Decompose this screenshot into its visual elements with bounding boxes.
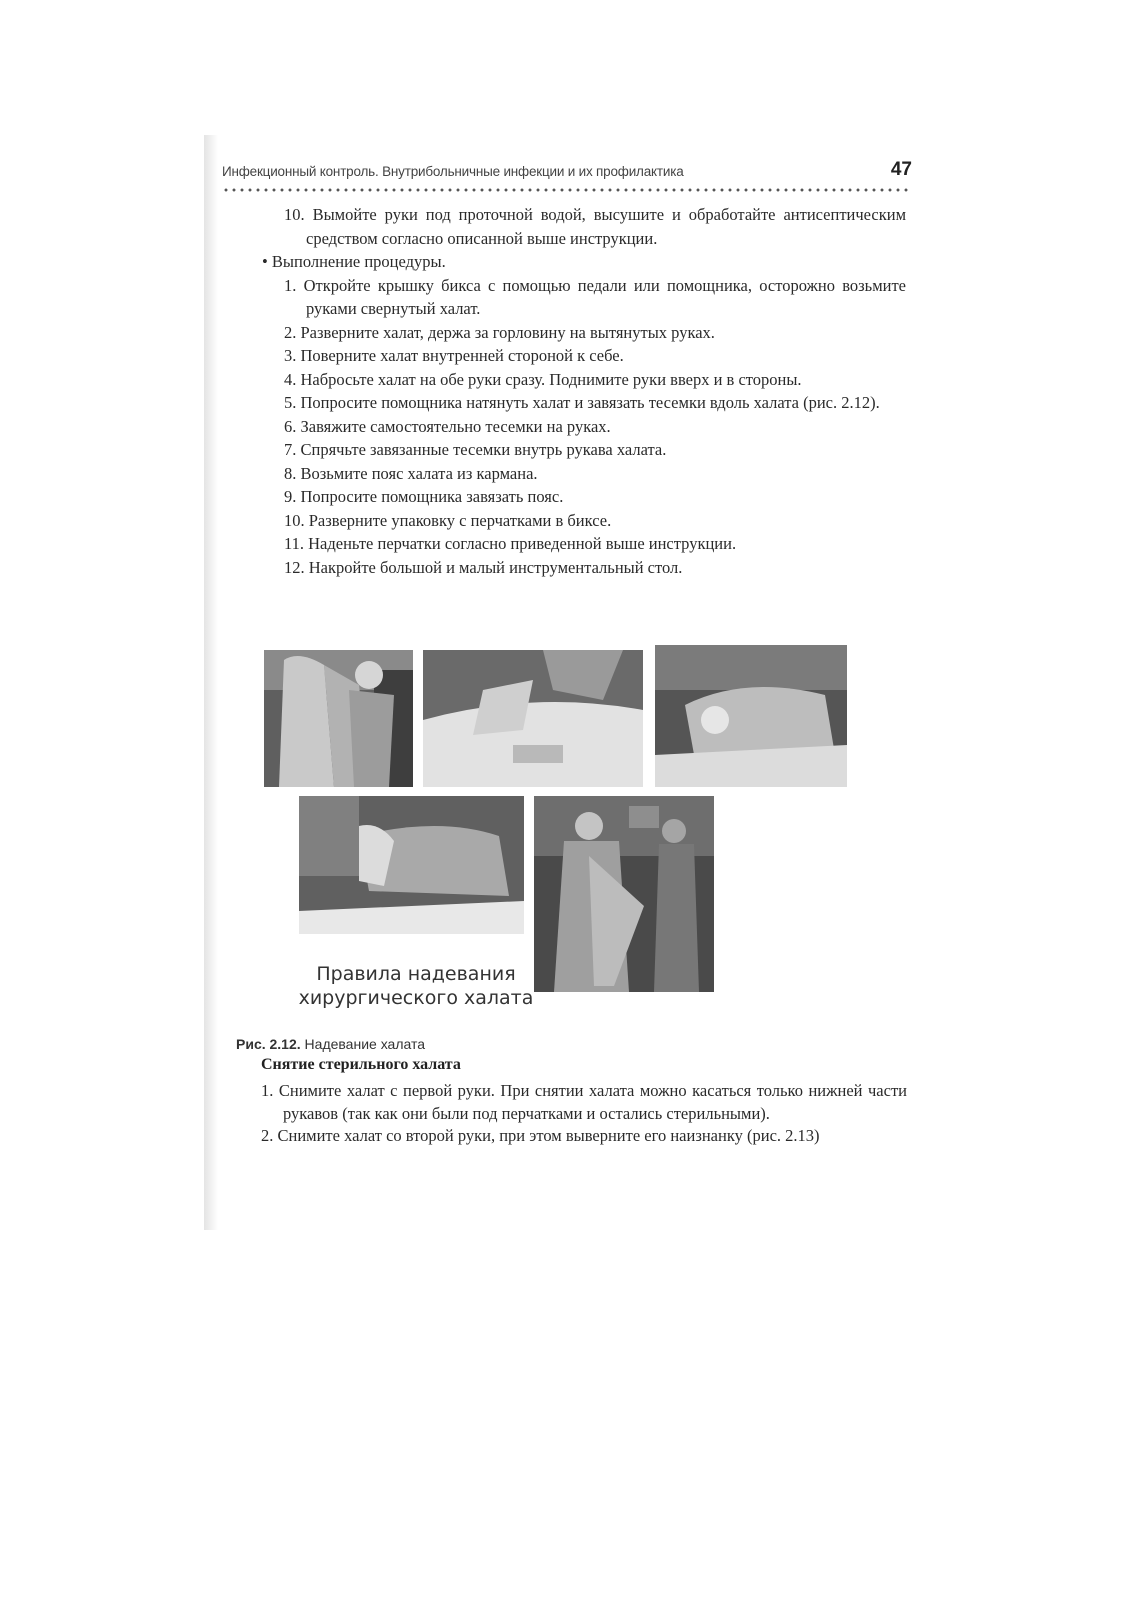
figure-inset-label xyxy=(296,962,536,1010)
item-text: Разверните халат, держа за горловину на вытянутых руках. xyxy=(300,322,715,342)
procedure-list xyxy=(284,274,906,580)
item-number: 8. xyxy=(284,463,297,483)
item-number: 11. xyxy=(284,534,305,553)
removal-list xyxy=(261,1080,907,1148)
procedure-heading xyxy=(262,250,906,274)
list-item xyxy=(284,391,906,415)
photo-assistant-tying xyxy=(534,796,714,992)
list-item xyxy=(284,485,906,509)
item-number: 7. xyxy=(284,440,297,459)
list-item xyxy=(284,415,906,439)
list-item xyxy=(284,556,906,580)
item-text: Откройте крышку бикса с помощью педали или помощника, осторожно возьмите руками свернутый халат. xyxy=(303,275,907,318)
item-text: Попросите помощника завязать пояс. xyxy=(300,487,564,506)
item-text: Вымойте руки под проточной водой, высушите и обработайте антисептическим средством согласно описанной выше инструкции. xyxy=(306,205,907,248)
figure-label-line1: Правила надевания xyxy=(316,963,516,985)
section-title: Снятие стерильного халата xyxy=(261,1056,461,1073)
bullet-icon: • xyxy=(262,252,272,271)
item-text: Снимите халат со второй руки, при этом выверните его наизнанку (рис. 2.13) xyxy=(277,1126,820,1145)
item-text: Возьмите пояс халата из кармана. xyxy=(300,463,538,483)
item-text: Попросите помощника натянуть халат и завязать тесемки вдоль халата (рис. 2.12). xyxy=(300,393,880,412)
header-title: Инфекционный контроль. Внутрибольничные инфекции и их профилактика xyxy=(222,164,684,179)
list-item xyxy=(284,462,906,486)
item-text: Наденьте перчатки согласно приведенной выше инструкции. xyxy=(308,534,737,553)
photo-gown-unfold xyxy=(264,650,413,787)
list-item xyxy=(284,532,906,556)
running-header xyxy=(222,159,912,188)
list-item xyxy=(284,438,906,462)
list-item xyxy=(284,509,906,533)
scan-edge-shadow xyxy=(204,135,218,1230)
item-text: Набросьте халат на обе руки сразу. Поднимите руки вверх и в стороны. xyxy=(300,369,802,389)
figure-caption xyxy=(236,1036,425,1052)
item-number: 1. xyxy=(261,1081,274,1100)
item-text: Спрячьте завязанные тесемки внутрь рукава халата. xyxy=(300,440,667,459)
list-item xyxy=(284,274,906,321)
item-text: Снимите халат с первой руки. При снятии халата можно касаться только нижней части рукавов (так как они были под перчатками и остались стерильными). xyxy=(278,1081,907,1123)
photo-gown-folded xyxy=(423,650,643,787)
caption-text: Надевание халата xyxy=(304,1036,426,1052)
page-number: 47 xyxy=(890,159,912,180)
photo-sleeve-tie xyxy=(299,796,524,934)
item-number: 12. xyxy=(284,557,305,577)
procedure-text xyxy=(262,203,907,579)
item-number: 10. xyxy=(284,205,305,224)
item-number: 10. xyxy=(284,510,305,530)
photo-arms-in-sleeves xyxy=(655,645,847,787)
caption-number: Рис. 2.12. xyxy=(236,1036,301,1052)
item-text: Накройте большой и малый инструментальный стол. xyxy=(308,557,683,577)
item-text: Разверните упаковку с перчатками в биксе. xyxy=(308,510,612,530)
list-item xyxy=(284,344,906,368)
item-number: 6. xyxy=(284,416,297,436)
header-dotted-rule xyxy=(222,188,912,192)
list-item xyxy=(284,368,906,392)
item-number: 9. xyxy=(284,487,297,506)
figure-label-line2: хирургического халата xyxy=(298,987,534,1009)
item-text: Завяжите самостоятельно тесемки на руках. xyxy=(300,416,611,436)
item-number: 4. xyxy=(284,369,297,389)
procedure-heading-text: Выполнение процедуры. xyxy=(271,252,446,271)
item-number: 2. xyxy=(284,322,297,342)
item-text: Поверните халат внутренней стороной к себе. xyxy=(300,346,624,365)
item-number: 2. xyxy=(261,1126,274,1145)
intro-item xyxy=(284,203,906,250)
list-item xyxy=(261,1125,907,1148)
item-number: 5. xyxy=(284,393,297,412)
item-number: 3. xyxy=(284,346,297,365)
item-number: 1. xyxy=(284,275,297,295)
list-item xyxy=(284,321,906,345)
list-item xyxy=(261,1080,907,1125)
